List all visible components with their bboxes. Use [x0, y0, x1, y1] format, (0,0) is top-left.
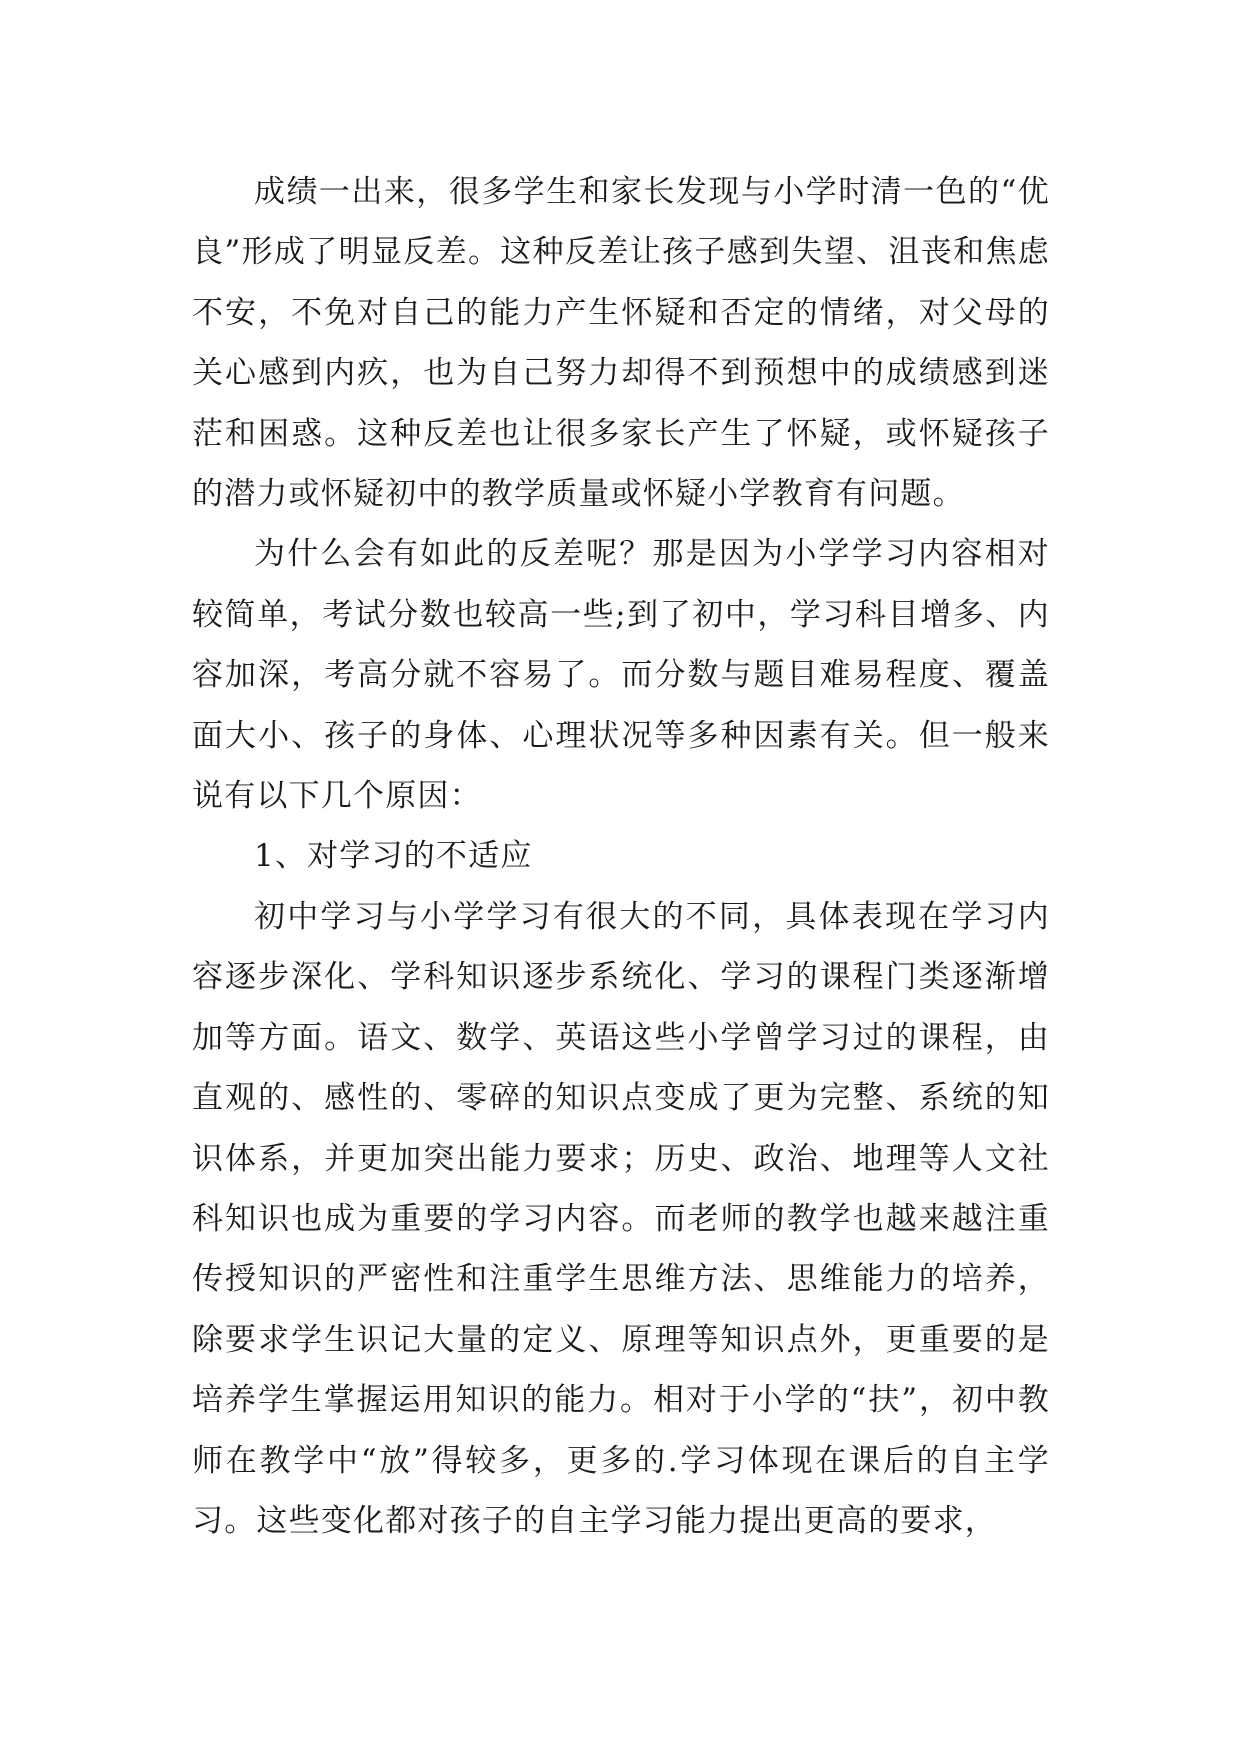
paragraph-learning-differences: 初中学习与小学学习有很大的不同，具体表现在学习内容逐步深化、学科知识逐步系统化、学习的课程门类逐渐增加等方面。语文、数学、英语这些小学曾学习过的课程，由直观的、感性的、零碎的知识点变成了更为完整、系统的知识体系，并更加突出能力要求；历史、政治、地理等人文社科知识也成为重要的学习内容。而老师的教学也越来越注重传授知识的严密性和注重学生思维方法、思维能力的培养，除要求学生识记大量的定义、原理等知识点外，更重要的是培养学生掌握运用知识的能力。相对于小学的“扶”，初中教师在教学中“放”得较多，更多的.学习体现在课后的自主学习。这些变化都对孩子的自主学习能力提出更高的要求， — [192, 898, 1050, 1539]
paragraph-score-contrast: 成绩一出来，很多学生和家长发现与小学时清一色的“优良”形成了明显反差。这种反差让孩子感到失望、沮丧和焦虑不安，不免对自己的能力产生怀疑和否定的情绪，对父母的关心感到内疚，也为自己努力却得不到预想中的成绩感到迷茫和困惑。这种反差也让很多家长产生了怀疑，或怀疑孩子的潜力或怀疑初中的教学质量或怀疑小学教育有问题。 — [192, 174, 1050, 513]
paragraph-why-contrast: 为什么会有如此的反差呢？那是因为小学学习内容相对较简单，考试分数也较高一些;到了初中，学习科目增多、内容加深，考高分就不容易了。而分数与题目难易程度、覆盖面大小、孩子的身体、心理状况等多种因素有关。但一般来说有以下几个原因： — [192, 536, 1050, 815]
section-heading-1: 1、对学习的不适应 — [254, 838, 533, 875]
document-body — [192, 162, 1050, 1551]
